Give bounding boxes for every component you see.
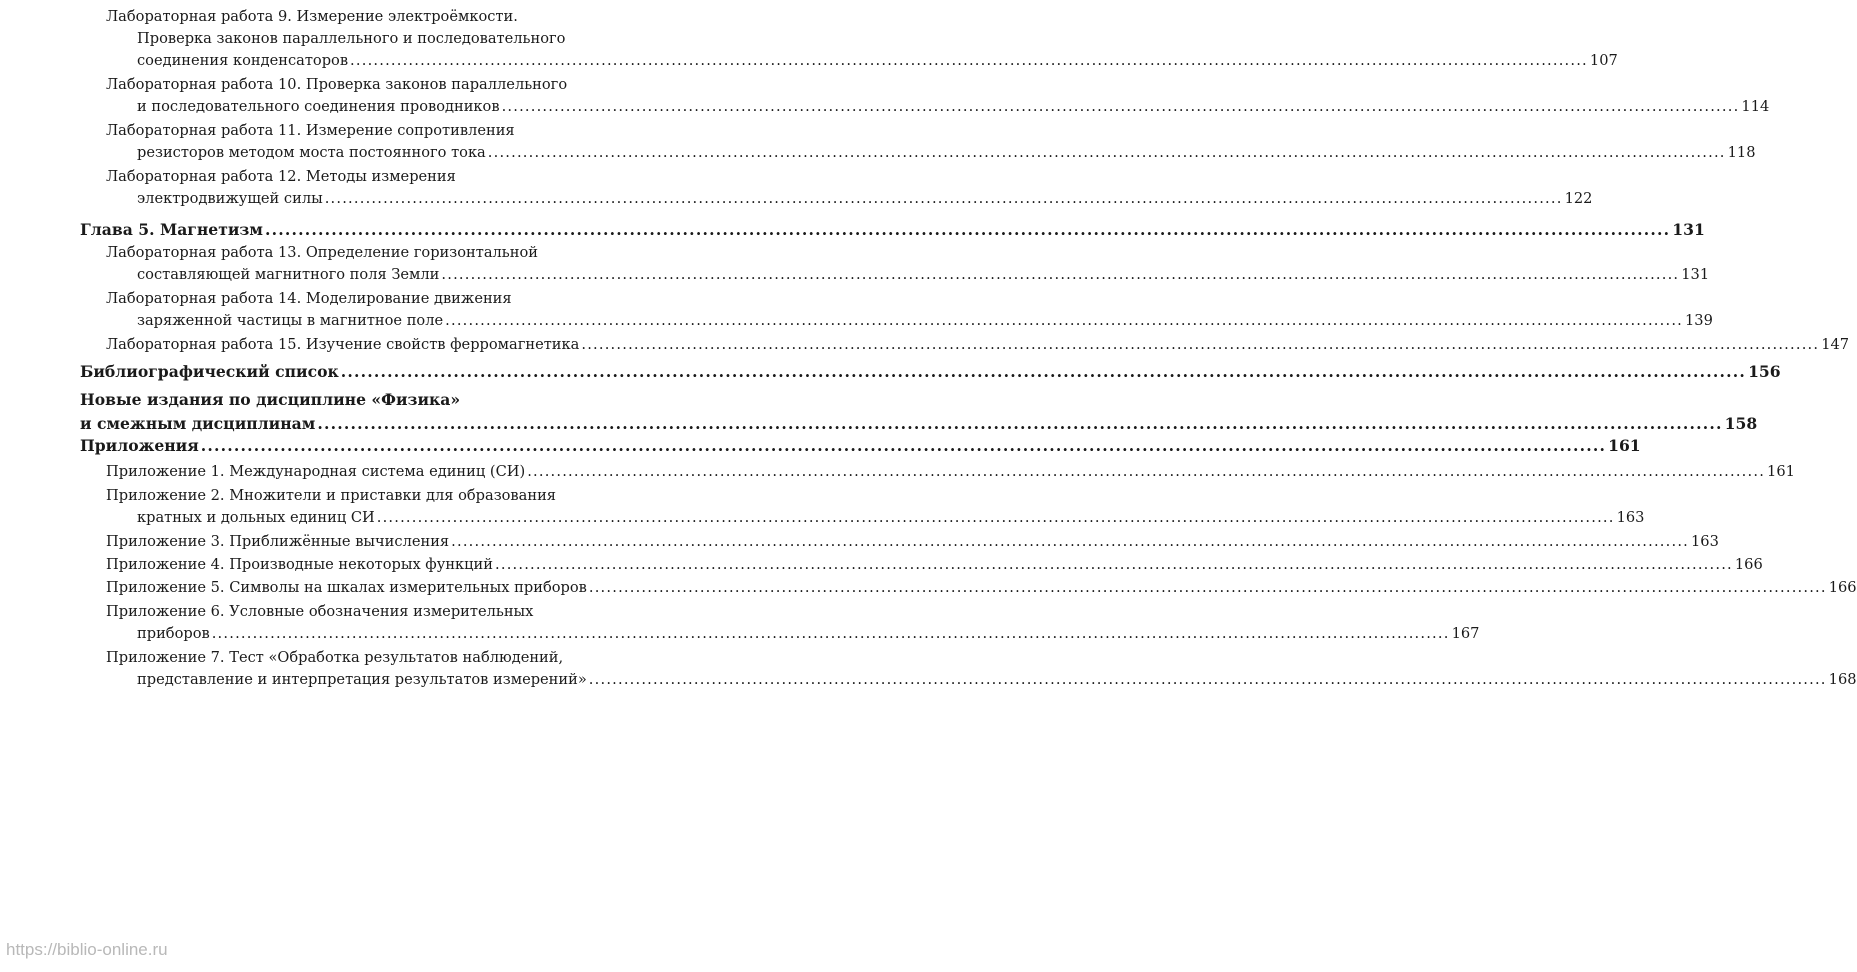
toc-entry-title-line: Приложение 5. Символы на шкалах измерительных приборов <box>106 579 587 596</box>
dot-leader <box>589 579 1827 596</box>
toc-page-number: 139 <box>1685 312 1713 329</box>
toc-entry-title-line: приборов <box>137 625 210 642</box>
dot-leader <box>527 463 1765 480</box>
dot-leader <box>317 414 1722 433</box>
toc-subentry <box>106 531 1719 553</box>
toc-entry-title-line: Приложение 6. Условные обозначения измерительных <box>106 603 534 620</box>
source-url-watermark: https://biblio-online.ru <box>6 940 168 959</box>
toc-entry-title-line: Приложение 7. Тест «Обработка результатов наблюдений, <box>106 649 564 666</box>
toc-entry-title-line: Лабораторная работа 14. Моделирование движения <box>106 290 512 307</box>
toc-entry-title-line: электродвижущей силы <box>137 190 323 207</box>
toc-entry-title-line: представление и интерпретация результатов измерений» <box>137 671 587 688</box>
toc-page-number: 161 <box>1608 436 1641 455</box>
toc-chapter-entry <box>80 218 1705 242</box>
toc-subentry <box>106 601 1480 645</box>
toc-page-number: 168 <box>1828 671 1857 688</box>
toc-entry-title-line: Приложение 4. Производные некоторых функций <box>106 556 494 573</box>
toc-subentry <box>106 74 1770 118</box>
toc-page-number: 166 <box>1828 579 1857 596</box>
dot-leader <box>350 52 1588 69</box>
toc-page-number: 161 <box>1767 463 1795 480</box>
toc-subentry <box>106 166 1593 210</box>
toc-entry-title-line: Лабораторная работа 13. Определение горизонтальной <box>106 244 538 261</box>
dot-leader <box>201 436 1606 455</box>
toc-entry-title-line: Лабораторная работа 15. Изучение свойств ферромагнетика <box>106 336 580 353</box>
dot-leader <box>265 220 1670 239</box>
toc-entry-title-line: Приложение 3. Приближённые вычисления <box>106 533 450 550</box>
toc-entry-title-line: Лабораторная работа 9. Измерение электроёмкости. <box>106 8 518 25</box>
toc-page-number: 131 <box>1681 266 1710 283</box>
toc-page-number: 114 <box>1741 98 1770 115</box>
toc-entry-title-line: Лабораторная работа 12. Методы измерения <box>106 168 456 185</box>
dot-leader <box>445 312 1683 329</box>
toc-page-number: 163 <box>1691 533 1719 550</box>
toc-page-number: 122 <box>1564 190 1593 207</box>
toc-subentry <box>106 554 1763 576</box>
toc-chapter-entry <box>80 360 1781 384</box>
toc-subentry <box>106 6 1618 72</box>
toc-subentry <box>106 577 1857 599</box>
toc-page-number: 147 <box>1821 336 1850 353</box>
dot-leader <box>377 509 1615 526</box>
toc-page-number: 107 <box>1589 52 1618 69</box>
dot-leader <box>502 98 1740 115</box>
toc-page-number: 163 <box>1616 509 1645 526</box>
toc-entry-title-line: кратных и дольных единиц СИ <box>137 509 375 526</box>
toc-subentry <box>106 461 1795 483</box>
dot-leader <box>441 266 1679 283</box>
toc-subentry <box>106 288 1713 332</box>
toc-page-number: 118 <box>1727 144 1756 161</box>
toc-page-number: 131 <box>1672 220 1705 239</box>
toc-entry-title-line: Новые издания по дисциплине «Физика» <box>80 390 461 409</box>
toc-subentry <box>106 485 1645 529</box>
toc-entry-title-line: и последовательного соединения проводников <box>137 98 500 115</box>
dot-leader <box>212 625 1450 642</box>
toc-entry-title-line: Приложение 2. Множители и приставки для образования <box>106 487 557 504</box>
toc-entry-title-line: резисторов методом моста постоянного тока <box>137 144 486 161</box>
dot-leader <box>341 362 1746 381</box>
toc-entry-title-line: Лабораторная работа 11. Измерение сопротивления <box>106 122 515 139</box>
toc-chapter-entry <box>80 388 1758 436</box>
dot-leader <box>589 671 1827 688</box>
dot-leader <box>581 336 1819 353</box>
toc-subentry <box>106 647 1857 691</box>
toc-subentry <box>106 334 1850 356</box>
toc-page-number: 158 <box>1724 414 1758 433</box>
toc-page-number: 166 <box>1734 556 1763 573</box>
toc-page-number: 167 <box>1451 625 1480 642</box>
dot-leader <box>488 144 1726 161</box>
dot-leader <box>495 556 1733 573</box>
toc-entry-title-line: Библиографический список <box>80 362 339 381</box>
toc-entry-title-line: Приложение 1. Международная система единиц (СИ) <box>106 463 526 480</box>
toc-entry-title-line: соединения конденсаторов <box>137 52 349 69</box>
toc-entry-title-line: Проверка законов параллельного и последовательного <box>137 30 566 47</box>
toc-subentry <box>106 120 1756 164</box>
toc-entry-title-line: Лабораторная работа 10. Проверка законов параллельного <box>106 76 568 93</box>
toc-chapter-entry <box>80 434 1641 458</box>
toc-entry-title-line: Глава 5. Магнетизм <box>80 220 263 239</box>
toc-page-number: 156 <box>1748 362 1781 381</box>
toc-entry-title-line: и смежным дисциплинам <box>80 414 316 433</box>
toc-entry-title-line: заряженной частицы в магнитное поле <box>137 312 444 329</box>
dot-leader <box>325 190 1563 207</box>
toc-entry-title-line: Приложения <box>80 436 199 455</box>
dot-leader <box>451 533 1689 550</box>
toc-entry-title-line: составляющей магнитного поля Земли <box>137 266 440 283</box>
toc-subentry <box>106 242 1710 286</box>
